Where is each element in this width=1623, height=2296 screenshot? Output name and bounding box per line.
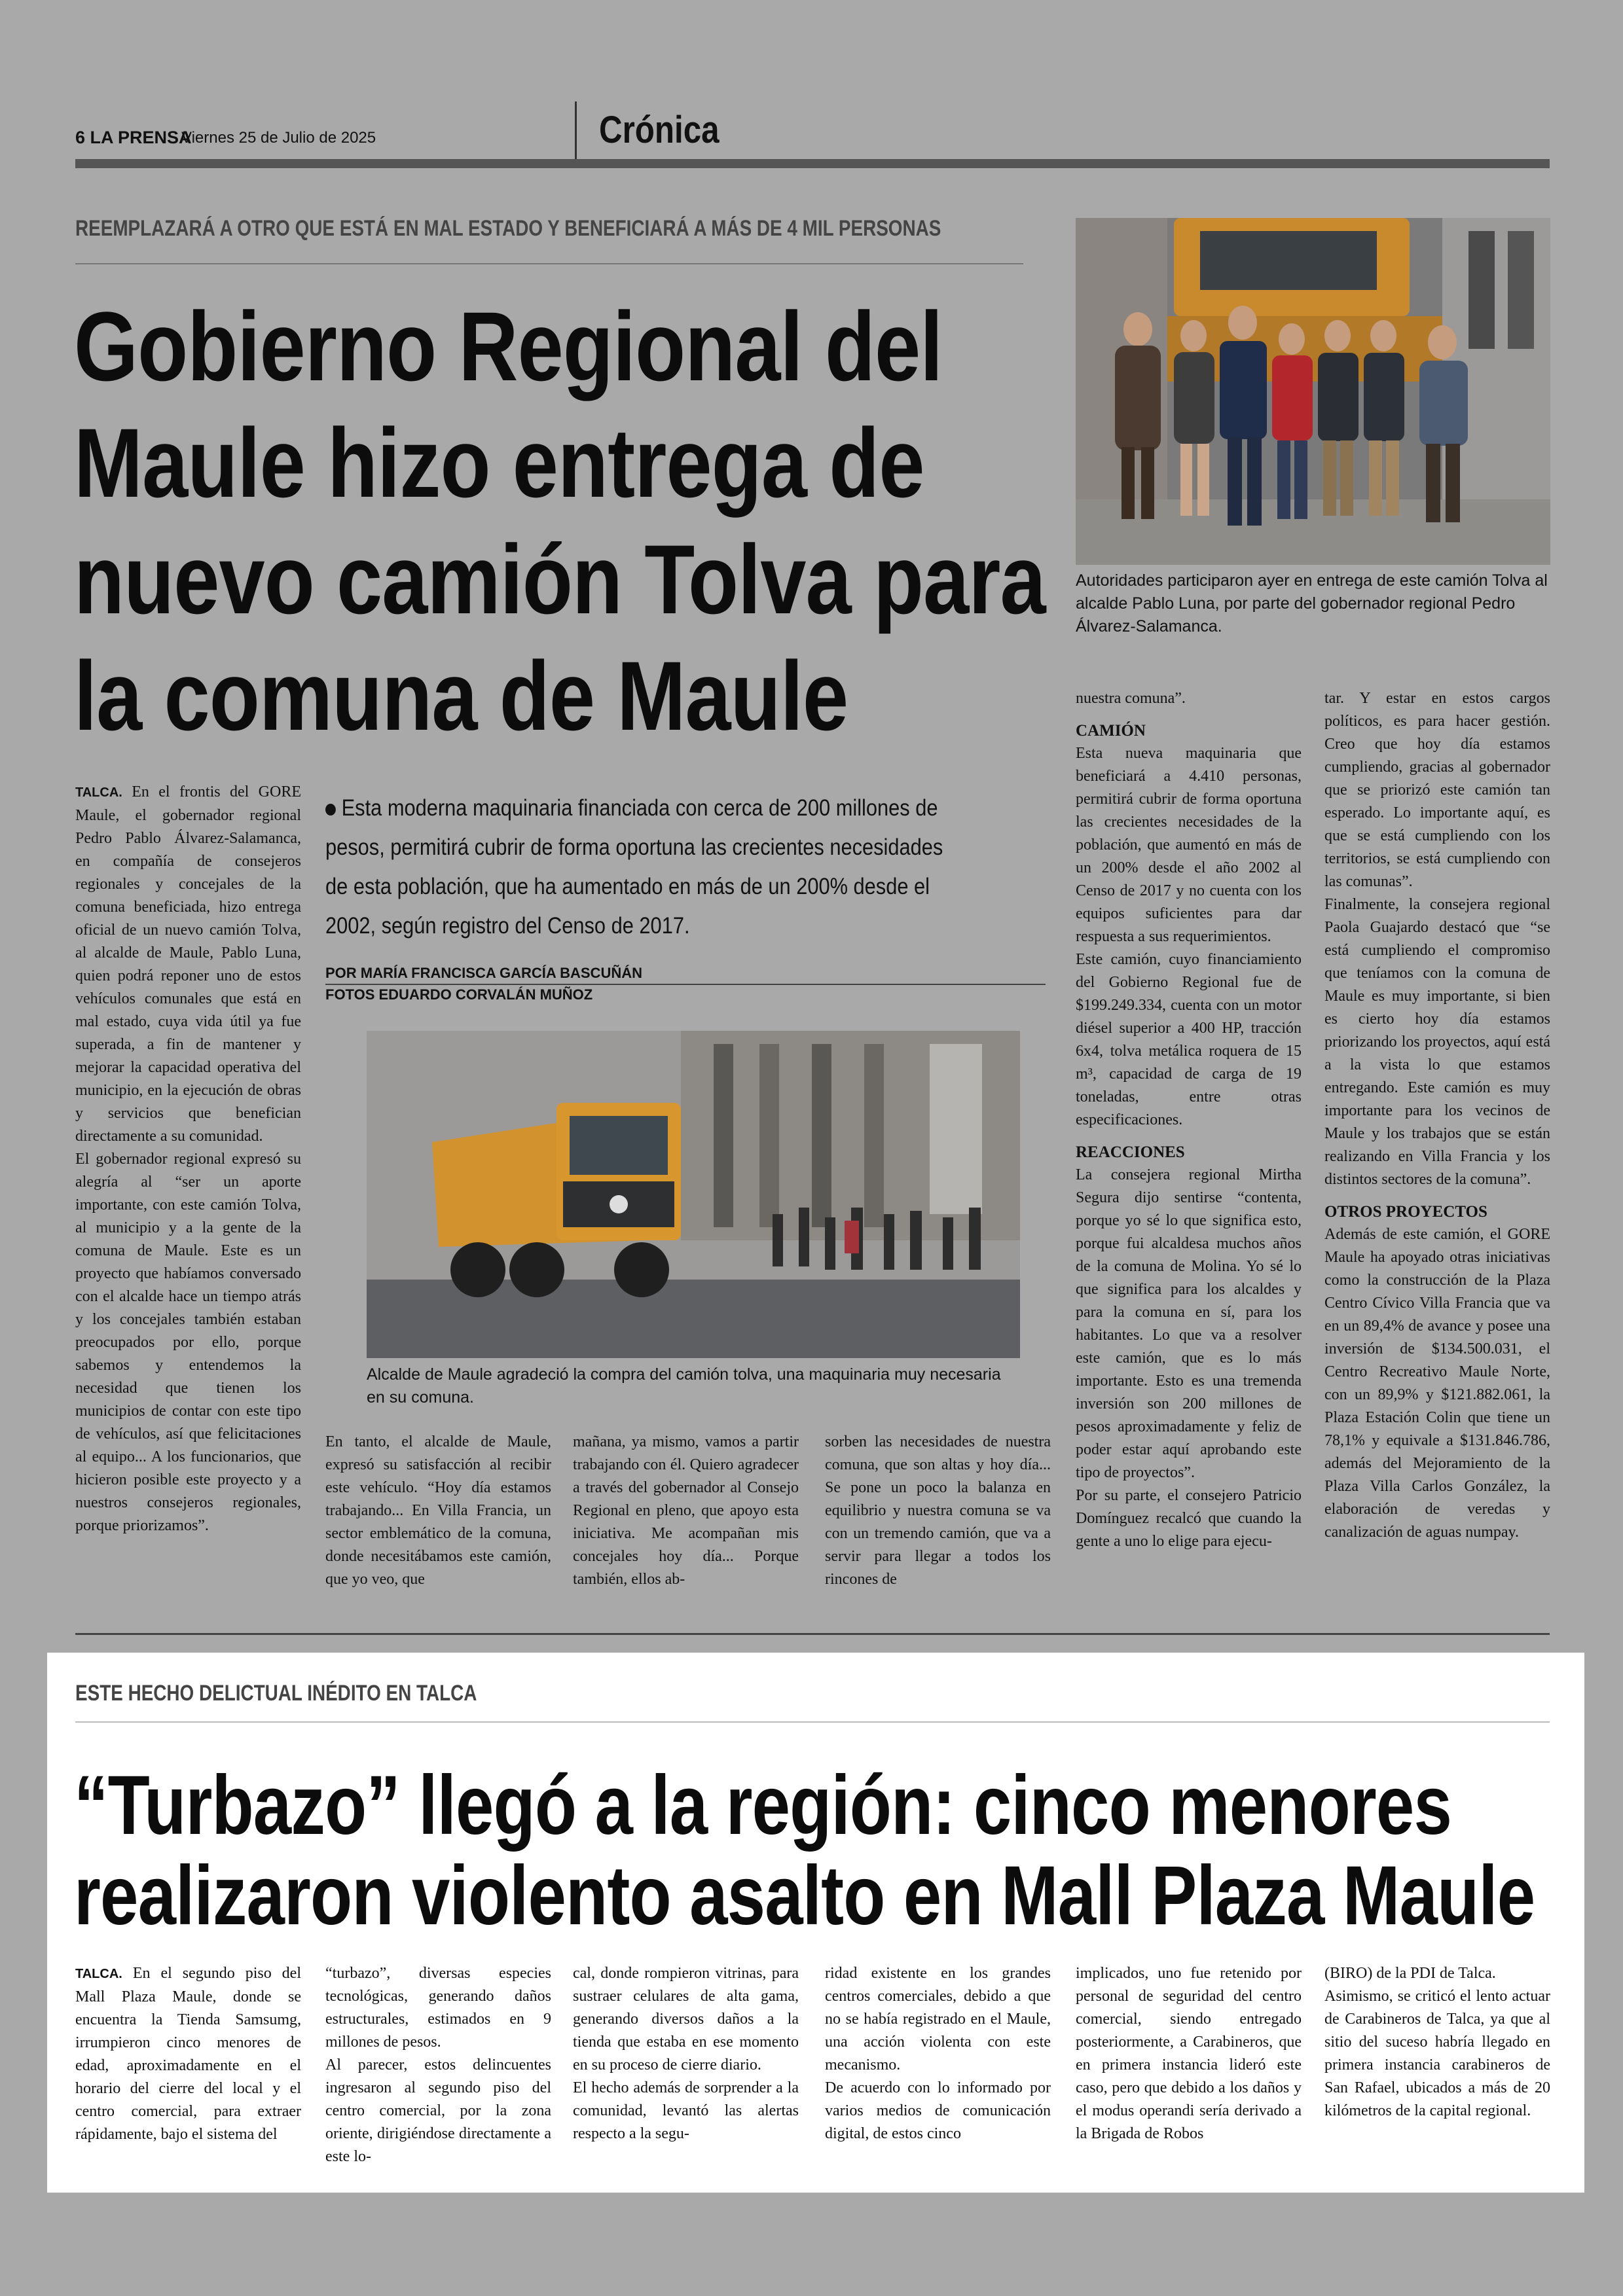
paragraph: Al parecer, estos delincuentes ingresaron al segundo piso del centro comercial, por la zona oriente, dirigiéndose directamente a este lo- xyxy=(325,2056,551,2165)
article1-column-5 xyxy=(1076,687,1302,1553)
article2-headline xyxy=(74,1761,1550,1941)
article1-headline xyxy=(74,288,1064,754)
headline-line: realizaron violento asalto en Mall Plaza Maule xyxy=(74,1849,1535,1943)
paragraph: ridad existente en los grandes centros comerciales, debido a que no se había registrado en el Maule, una acción violenta con este mecanismo. xyxy=(825,1965,1051,2073)
article-divider xyxy=(75,1633,1550,1635)
headline-line: Gobierno Regional del xyxy=(74,291,943,401)
kicker-rule xyxy=(75,263,1023,264)
truck-photo xyxy=(367,1031,1020,1358)
headline-line: “Turbazo” llegó a la región: cinco menores xyxy=(74,1759,1452,1852)
article2-column-5 xyxy=(1076,1962,1302,2145)
article2-column-3 xyxy=(573,1962,799,2145)
header-rule xyxy=(75,159,1550,168)
paragraph: Por su parte, el consejero Patricio Domínguez recalcó que cuando la gente a uno lo elige para ejecu- xyxy=(1076,1487,1302,1550)
article2-column-4 xyxy=(825,1962,1051,2145)
article1-column-3 xyxy=(573,1431,799,1591)
headline-line: la comuna de Maule xyxy=(74,641,848,751)
truck-photo-caption: Alcalde de Maule agradeció la compra del camión tolva, una maquinaria muy necesaria en su comuna. xyxy=(367,1365,1001,1407)
paragraph: De acuerdo con lo informado por varios medios de comunicación digital, de estos cinco xyxy=(825,2079,1051,2142)
paragraph: Esta nueva maquinaria que beneficiará a 4.410 personas, permitirá cubrir de forma oportuna las crecientes necesidades de la población, que aumentó en más de un 200% desde el año 2002 al Censo de 2017 y no cuenta con los equipos suficientes para dar respuesta a sus requerimientos. xyxy=(1076,745,1302,945)
article1-column-6 xyxy=(1324,687,1550,1544)
article1-kicker: REEMPLAZARÁ A OTRO QUE ESTÁ EN MAL ESTADO Y BENEFICIARÁ A MÁS DE 4 MIL PERSONAS xyxy=(75,216,941,241)
subhead-otros-proyectos: OTROS PROYECTOS xyxy=(1324,1203,1487,1221)
article1-column-4 xyxy=(825,1431,1051,1591)
authorities-photo xyxy=(1076,218,1550,565)
paragraph: El gobernador regional expresó su alegría al “ser un aporte importante, con este camión Tolva, al municipio y a la gente de la comuna de Maule. Este es un proyecto que habíamos conversado con el alcalde hace un tiempo atrás y los concejales también estaban preocupados por ello, porque sabemos y entendemos la necesidad que tienen los municipios de contar con este tipo de vehículos, así que felicitaciones al equipo... A los funcionarios, que hicieron posible este proyecto y a nuestros consejeros regionales, porque priorizamos”. xyxy=(75,1151,301,1534)
byline-photo-credit: FOTOS EDUARDO CORVALÁN MUÑOZ xyxy=(325,986,593,1003)
paragraph: (BIRO) de la PDI de Talca. xyxy=(1324,1965,1496,1982)
page-number: 6 LA PRENSA xyxy=(75,128,192,147)
paragraph: Asimismo, se criticó el lento actuar de Carabineros de Talca, ya que al sitio del suceso habría llegado en primera instancia carabineros de San Rafael, ubicados a más de 20 kilómetros de la capital regional. xyxy=(1324,1988,1550,2119)
paragraph: Además de este camión, el GORE Maule ha apoyado otras iniciativas como la construcción de la Plaza Centro Cívico Villa Francia que va en un 89,4% de avance y posee una inversión de $134.500.031, el Centro Recreativo Maule Norte, con un 89,9% y $121.882.061, la Plaza Estación Colin que tiene un 78,1% y equivale a $131.846.786, además del Mejoramiento de la Plaza Villa Carlos González, la elaboración de veredas y canalización de aguas numpay. xyxy=(1324,1226,1550,1541)
truck-photo-image xyxy=(367,1031,1020,1358)
article2-column-2 xyxy=(325,1962,551,2168)
paragraph: sorben las necesidades de nuestra comuna, que son altas y hoy día... Se pone un poco la balanza en equilibrio y nuestra comuna se va con un tremendo camión, que va a servir para llegar a todos los rincones de xyxy=(825,1433,1051,1588)
article1-column-1 xyxy=(75,781,301,1537)
dateline: TALCA. xyxy=(75,1967,122,1981)
paragraph: Finalmente, la consejera regional Paola Guajardo destacó que “se está cumpliendo el compromiso que teníamos con la comuna de Maule es muy importante, si bien es cierto hoy día estamos priorizando los proyectos, aquí está a la vista lo que estamos entregando. Este camión es muy importante para los vecinos de Maule y los trabajos que se están realizando en Villa Francia y los distintos sectores de la comuna”. xyxy=(1324,896,1550,1188)
kicker-rule xyxy=(75,1721,1550,1723)
dateline: TALCA. xyxy=(75,785,122,800)
paragraph: mañana, ya mismo, vamos a partir trabajando con él. Quiero agradecer a través del gobernador al Consejo Regional en pleno, que apoyo esta iniciativa. Me acompañan mis concejales hoy día... Porque también, ellos ab- xyxy=(573,1433,799,1588)
paragraph: tar. Y estar en estos cargos políticos, es para hacer gestión. Creo que hoy día estamos cumpliendo, gracias al gobernador que se priorizó este camión tan esperado. Lo importante aquí, es que se está cumpliendo con los territorios, se está cumpliendo con las comunas”. xyxy=(1324,690,1550,890)
headline-line: nuevo camión Tolva para xyxy=(74,524,1046,634)
paragraph: nuestra comuna”. xyxy=(1076,690,1186,707)
paragraph: cal, donde rompieron vitrinas, para sustraer celulares de alta gama, generando diversos daños a la tienda que estaba en ese momento en su proceso de cierre diario. xyxy=(573,1965,799,2073)
authorities-photo-caption: Autoridades participaron ayer en entrega de este camión Tolva al alcalde Pablo Luna, por parte del gobernador regional Pedro Álvarez-Salamanca. xyxy=(1076,571,1548,636)
paragraph: En el segundo piso del Mall Plaza Maule, donde se encuentra la Tienda Samsumg, irrumpieron cinco menores de edad, aproximadamente en el horario del cierre del local y el centro comercial, para extraer rápidamente, bajo el sistema del xyxy=(75,1965,301,2143)
paragraph: Este camión, cuyo financiamiento del Gobierno Regional fue de $199.249.334, cuenta con un motor diésel superior a 400 HP, tracción 6x4, tolva metálica roquera de 15 m³, capacidad de carga de 19 toneladas, entre otras especificaciones. xyxy=(1076,951,1302,1128)
article1-column-2 xyxy=(325,1431,551,1591)
paragraph: implicados, uno fue retenido por personal de seguridad del centro comercial, siendo entregado posteriormente, a Carabineros, que en primera instancia lideró este caso, pero que debido a los daños y el modus operandi sería derivado a la Brigada de Robos xyxy=(1076,1965,1302,2142)
article2-column-6 xyxy=(1324,1962,1550,2123)
paragraph: “turbazo”, diversas especies tecnológicas, generando daños estructurales, estimados en 9 millones de pesos. xyxy=(325,1965,551,2051)
paragraph: La consejera regional Mirtha Segura dijo sentirse “contenta, porque yo sé lo que significa esto, porque fui alcaldesa muchos años de la comuna de Molina. Yo sé lo que significa para los alcaldes y para la comuna en sí, para los habitantes. Lo que va a resolver este camión, que es lo más importante. Esto es una tremenda inversión son 200 millones de pesos aproximadamente y feliz de poder estar aquí aprobando este tipo de proyectos”. xyxy=(1076,1166,1302,1481)
article2-kicker: ESTE HECHO DELICTUAL INÉDITO EN TALCA xyxy=(75,1681,477,1706)
paragraph: En tanto, el alcalde de Maule, expresó su satisfacción al recibir este vehículo. “Hoy día estamos trabajando... En Villa Francia, un sector emblemático de la comuna, donde necesitábamos este camión, que yo veo, que xyxy=(325,1433,551,1588)
article1-summary xyxy=(325,789,953,946)
header-divider xyxy=(575,101,577,160)
page-date: Viernes 25 de Julio de 2025 xyxy=(181,129,376,147)
subhead-reacciones: REACCIONES xyxy=(1076,1143,1185,1161)
byline-rule xyxy=(325,984,1046,985)
summary-text: Esta moderna maquinaria financiada con cerca de 200 millones de pesos, permitirá cubrir de forma oportuna las crecientes necesidades de esta población, que ha aumentado en más de un 200% desde el 2002, según registro del Censo de 2017. xyxy=(325,795,943,939)
paragraph: El hecho además de sorprender a la comunidad, levantó las alertas respecto a la segu- xyxy=(573,2079,799,2142)
article2-column-1 xyxy=(75,1962,301,2146)
headline-line: Maule hizo entrega de xyxy=(74,408,924,518)
bullet-icon xyxy=(325,804,336,816)
authorities-photo-image xyxy=(1076,218,1550,565)
paragraph: En el frontis del GORE Maule, el gobernador regional Pedro Pablo Álvarez-Salamanca, en compañía de consejeros regionales y concejales de la comuna beneficiada, hizo entrega oficial de un nuevo camión Tolva, al alcalde de Maule, Pablo Luna, quien podrá reponer uno de estos vehículos comunales que está en mal estado, cuya vida útil ya fue superada, a fin de mantener y mejorar la capacidad operativa del municipio, en la ejecución de obras y servicios que benefician directamente a su comunidad. xyxy=(75,783,301,1145)
section-title: Crónica xyxy=(599,109,720,151)
subhead-camion: CAMIÓN xyxy=(1076,722,1146,740)
byline-author: POR MARÍA FRANCISCA GARCÍA BASCUÑÁN xyxy=(325,965,642,981)
